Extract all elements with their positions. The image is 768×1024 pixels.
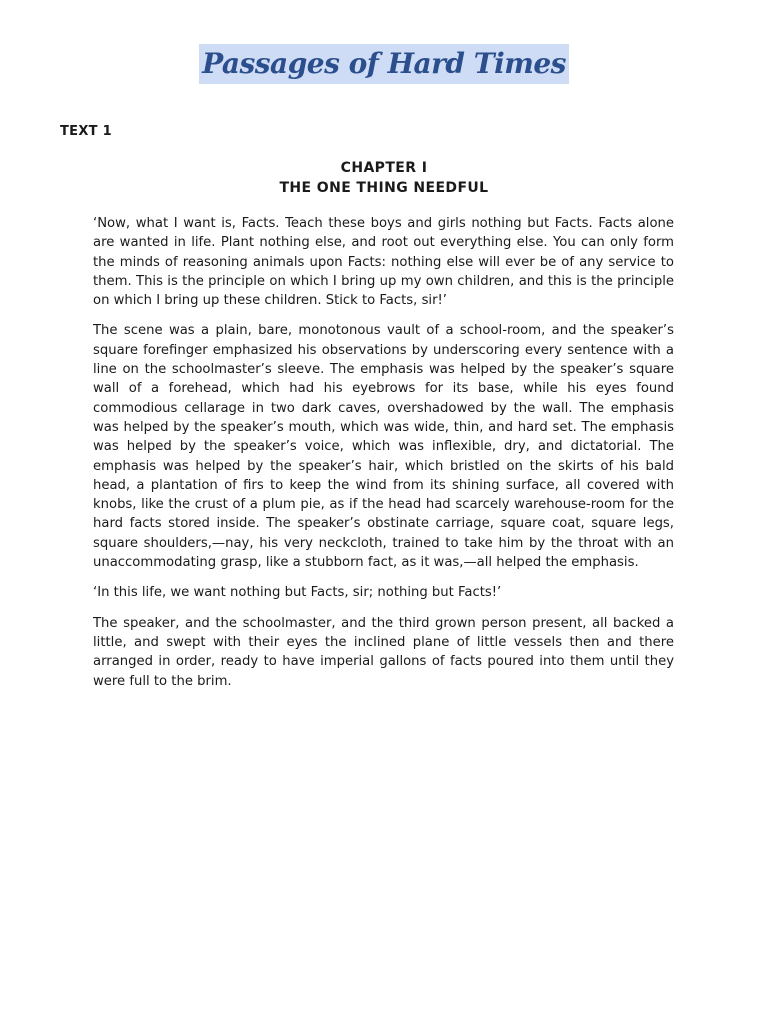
chapter-heading xyxy=(0,158,768,198)
document-title: Passages of Hard Times xyxy=(199,44,569,84)
title-container xyxy=(0,44,768,84)
paragraph: The speaker, and the schoolmaster, and the third grown person present, all backed a little, and swept with their eyes the inclined plane of little vessels then and there arranged in order, ready to have imperial gallons of facts poured into them until they were full to the brim. xyxy=(93,615,674,689)
paragraph: ‘Now, what I want is, Facts. Teach these boys and girls nothing but Facts. Facts alone are wanted in life. Plant nothing else, and root out everything else. You can only form the minds of reasoning animals upon Facts: nothing else will ever be of any service to them. This is the principle on which I bring up my own children, and this is the principle on which I bring up these children. Stick to Facts, sir!’ xyxy=(93,216,674,309)
body-text xyxy=(93,214,674,702)
paragraph: The scene was a plain, bare, monotonous vault of a school-room, and the speaker’s square forefinger emphasized his observations by underscoring every sentence with a line on the schoolmaster’s sleeve. The emphasis was helped by the speaker’s square wall of a forehead, which had his eyebrows for its base, while his eyes found commodious cellarage in two dark caves, overshadowed by the wall. The emphasis was helped by the speaker’s mouth, which was wide, thin, and hard set. The emphasis was helped by the speaker’s voice, which was inflexible, dry, and dictatorial. The emphasis was helped by the speaker’s hair, which bristled on the skirts of his bald head, a plantation of firs to keep the wind from its shining surface, all covered with knobs, like the crust of a plum pie, as if the head had scarcely warehouse-room for the hard facts stored inside. The speaker’s obstinate carriage, square coat, square legs, square shoulders,—nay, his very neckcloth, trained to take him by the throat with an unaccommodating grasp, like a stubborn fact, as it was,—all helped the emphasis. xyxy=(93,323,674,571)
paragraph: ‘In this life, we want nothing but Facts, sir; nothing but Facts!’ xyxy=(93,585,502,601)
section-label: TEXT 1 xyxy=(60,124,113,139)
chapter-number: CHAPTER I xyxy=(340,160,428,176)
chapter-title: THE ONE THING NEEDFUL xyxy=(279,180,489,196)
